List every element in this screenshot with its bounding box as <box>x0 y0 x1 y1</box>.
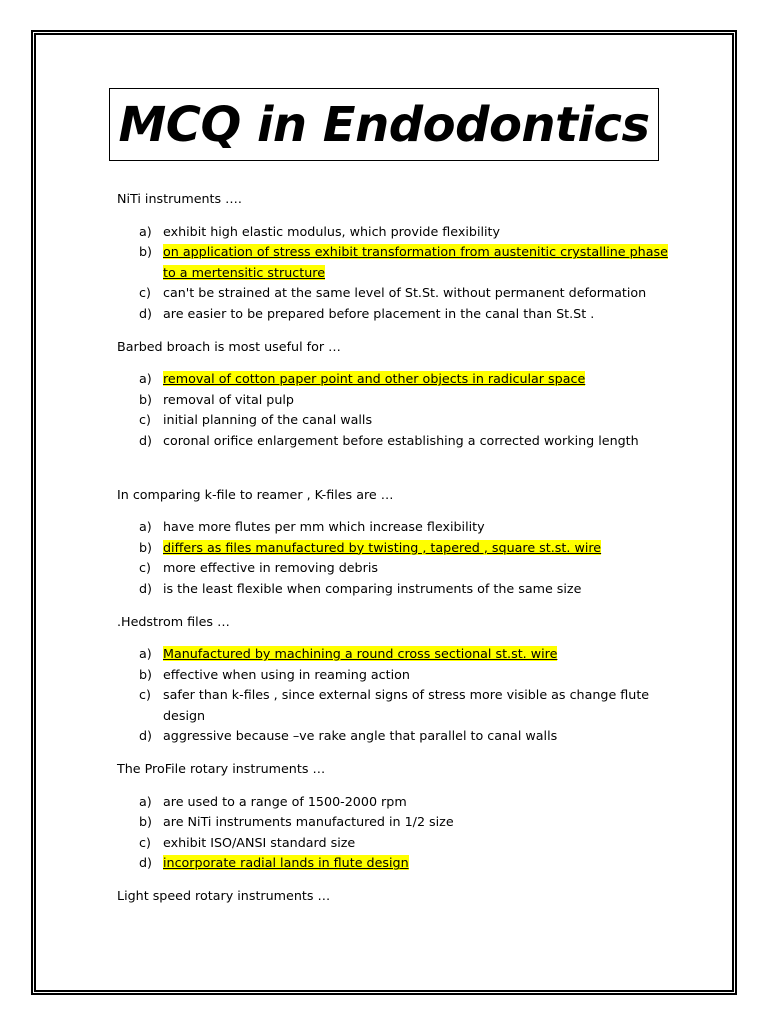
question-stem: NiTi instruments …. <box>117 191 242 206</box>
correct-answer-text: on application of stress exhibit transformation from austenitic crystalline phase to a mertensitic structure <box>163 244 668 280</box>
question-stem: .Hedstrom files … <box>117 613 230 629</box>
spacer <box>117 874 677 886</box>
option-text: is the least flexible when comparing instruments of the same size <box>163 580 582 596</box>
answer-option <box>117 644 677 665</box>
option-letter: b) <box>139 539 153 555</box>
answer-option <box>117 812 677 833</box>
option-letter: a) <box>139 646 152 662</box>
correct-answer-text: incorporate radial lands in flute design <box>163 855 409 871</box>
answer-option <box>117 283 677 304</box>
option-letter: a) <box>139 519 152 535</box>
correct-answer-text: removal of cotton paper point and other objects in radicular space <box>163 371 586 387</box>
spacer <box>117 325 677 337</box>
question-list <box>117 189 677 907</box>
question-stem: The ProFile rotary instruments … <box>117 761 326 777</box>
page-title: MCQ in Endodontics <box>118 96 650 153</box>
answer-option <box>117 685 677 726</box>
option-letter: d) <box>139 728 153 744</box>
option-letter: b) <box>139 666 153 682</box>
option-letter: d) <box>139 855 153 871</box>
spacer <box>117 357 677 369</box>
correct-answer-text: Manufactured by machining a round cross sectional st.st. wire <box>163 646 558 662</box>
option-text: are NiTi instruments manufactured in 1/2 size <box>163 814 454 830</box>
question-stem: Barbed broach is most useful for … <box>117 338 341 354</box>
option-letter: c) <box>139 560 151 576</box>
answer-option <box>117 304 677 325</box>
answer-option <box>117 726 677 747</box>
answer-options <box>117 644 677 747</box>
answer-option <box>117 792 677 813</box>
answer-option <box>117 222 677 243</box>
question-stem: Light speed rotary instruments … <box>117 888 331 904</box>
option-text: can't be strained at the same level of St.St. without permanent deformation <box>163 285 647 301</box>
answer-options <box>117 222 677 325</box>
option-letter: b) <box>139 391 153 407</box>
answer-option <box>117 833 677 854</box>
option-text: removal of vital pulp <box>163 391 294 407</box>
question-stem: In comparing k-file to reamer , K-files are … <box>117 486 394 502</box>
spacer <box>117 632 677 644</box>
option-letter: c) <box>139 687 151 703</box>
answer-option <box>117 665 677 686</box>
answer-option <box>117 390 677 411</box>
option-text: exhibit ISO/ANSI standard size <box>163 834 356 850</box>
option-text: have more flutes per mm which increase flexibility <box>163 519 485 535</box>
option-letter: c) <box>139 412 151 428</box>
answer-option <box>117 558 677 579</box>
option-text: aggressive because –ve rake angle that parallel to canal walls <box>163 728 558 744</box>
spacer <box>117 452 677 485</box>
spacer <box>117 210 677 222</box>
option-letter: c) <box>139 285 151 301</box>
answer-option <box>117 410 677 431</box>
spacer <box>117 505 677 517</box>
answer-option <box>117 369 677 390</box>
option-text: initial planning of the canal walls <box>163 412 373 428</box>
answer-option <box>117 853 677 874</box>
option-letter: a) <box>139 223 152 239</box>
option-letter: a) <box>139 793 152 809</box>
spacer <box>117 747 677 759</box>
correct-answer-text: differs as files manufactured by twisting , tapered , square st.st. wire <box>163 539 602 555</box>
answer-options <box>117 792 677 874</box>
answer-option <box>117 517 677 538</box>
spacer <box>117 600 677 612</box>
spacer <box>117 780 677 792</box>
answer-option <box>117 538 677 559</box>
answer-option <box>117 431 677 452</box>
option-letter: c) <box>139 834 151 850</box>
answer-option <box>117 242 677 283</box>
title-box <box>109 88 659 161</box>
option-text: exhibit high elastic modulus, which provide flexibility <box>163 223 501 239</box>
option-letter: d) <box>139 432 153 448</box>
option-text: safer than k-files , since external signs of stress more visible as change flute design <box>163 687 650 723</box>
option-text: are used to a range of 1500-2000 rpm <box>163 793 407 809</box>
answer-options <box>117 517 677 599</box>
option-letter: a) <box>139 371 152 387</box>
option-letter: b) <box>139 814 153 830</box>
option-letter: b) <box>139 244 153 260</box>
option-text: effective when using in reaming action <box>163 666 410 682</box>
option-letter: d) <box>139 580 153 596</box>
option-letter: d) <box>139 305 153 321</box>
option-text: more effective in removing debris <box>163 560 378 576</box>
option-text: coronal orifice enlargement before establishing a corrected working length <box>163 432 639 448</box>
answer-option <box>117 579 677 600</box>
option-text: are easier to be prepared before placement in the canal than St.St . <box>163 305 595 321</box>
answer-options <box>117 369 677 451</box>
